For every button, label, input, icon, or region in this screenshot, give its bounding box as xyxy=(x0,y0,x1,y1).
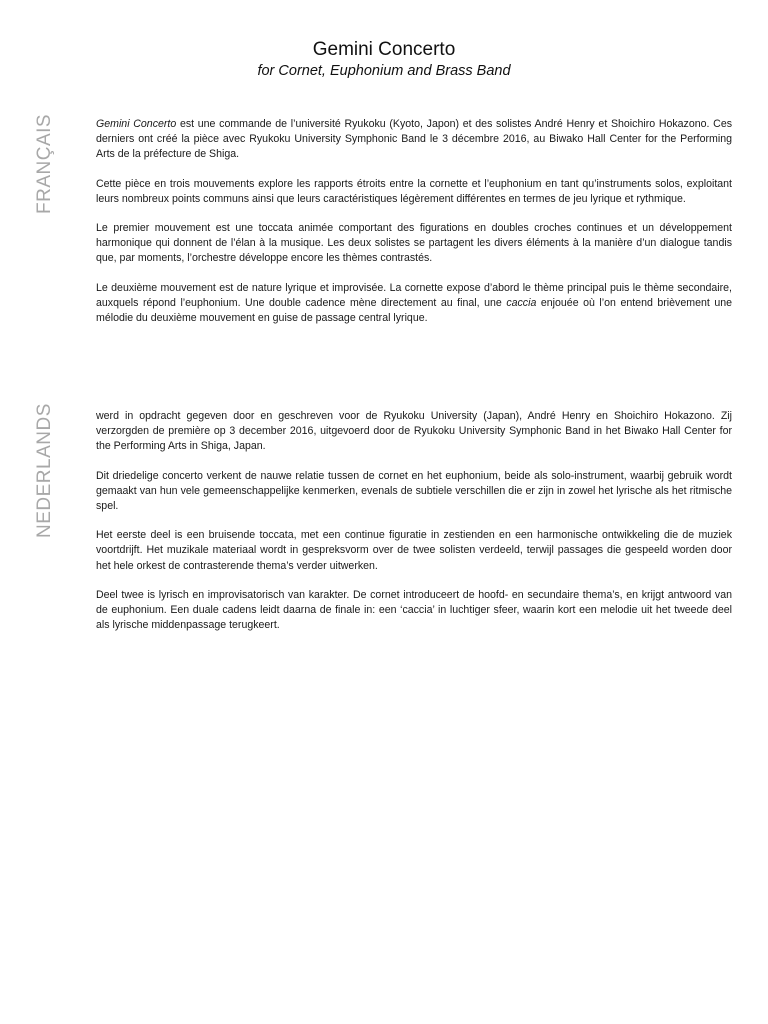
paragraph-fr-4-text-a: Le deuxième mouvement est de nature lyrique et improvisée. La cornette expose d’abord le thème principal puis le thème secondaire, auxquels répond l’euphonium. Une double cadence mène directement au final, une xyxy=(96,281,732,309)
caccia-italic: caccia xyxy=(506,296,537,309)
language-label-french: FRANÇAIS xyxy=(34,113,55,214)
paragraph-nl-4: Deel twee is lyrisch en improvisatorisch van karakter. De cornet introduceert de hoofd- en secundaire thema’s, en krijgt antwoord van de euphonium. Een duale cadens leidt daarna de finale in: een ‘caccia’ in luchtiger sfeer, waarin kort een melodie uit het tweede deel als lyrische middenpassage terugkeert. xyxy=(96,588,732,632)
work-title-italic: Gemini Concerto xyxy=(96,118,177,130)
paragraph-fr-4 xyxy=(96,281,732,327)
page-subtitle: for Cornet, Euphonium and Brass Band xyxy=(257,63,511,79)
page-title: Gemini Concerto xyxy=(312,39,456,60)
paragraph-fr-1 xyxy=(96,117,732,163)
section-french xyxy=(96,117,732,340)
paragraph-fr-3: Le premier mouvement est une toccata animée comportant des figurations en doubles croches continues et un développement harmonique qui donnent de l’élan à la musique. Les deux solistes se partagent les divers éléments à la manière d’un dialogue tandis que, par moments, l’orchestre développe encore les thèmes contrastés. xyxy=(96,222,732,265)
page-header xyxy=(0,38,768,80)
paragraph-fr-2: Cette pièce en trois mouvements explore les rapports étroits entre la cornette et l’euphonium en tant qu’instruments solos, exploitant leurs nombreux points communs ainsi que leurs caractéristiques légèrement différentes en termes de jeu lyrique et rythmique. xyxy=(96,177,732,205)
paragraph-fr-1-text: est une commande de l’université Ryukoku (Kyoto, Japon) et des solistes André Henry et Shoichiro Hokazono. Ces derniers ont créé la pièce avec Ryukoku University Symphonic Band le 3 décembre 2016, au Biwako Hall Center for the Performing Arts de la préfecture de Shiga. xyxy=(96,118,733,161)
section-dutch xyxy=(96,409,732,647)
paragraph-nl-2: Dit driedelige concerto verkent de nauwe relatie tussen de cornet en het euphonium, beide als solo-instrument, waarbij gebruik wordt gemaakt van hun vele gemeenschappelijke kenmerken, evenals de subtiele verschillen die er zijn in zowel het lyrische als het ritmische spel. xyxy=(96,469,732,513)
paragraph-nl-3: Het eerste deel is een bruisende toccata, met een continue figuratie in zestienden en een harmonische ontwikkeling die de muziek voortdrijft. Het muzikale materiaal wordt in gespreksvorm over de twee solisten verdeeld, terwijl passages die gespeeld worden door het hele orkest de contrasterende thema’s verder uitwerken. xyxy=(96,529,732,572)
language-label-dutch: NEDERLANDS xyxy=(34,403,55,538)
paragraph-nl-1: werd in opdracht gegeven door en geschreven voor de Ryukoku University (Japan), André Henry en Shoichiro Hokazono. Zij verzorgden de première op 3 december 2016, uitgevoerd door de Ryukoku University Symphonic Band in het Biwako Hall Center for the Performing Arts in Shiga, Japan. xyxy=(96,410,732,453)
paragraph-fr-4-text-b: enjouée où l’on entend brièvement une mélodie du deuxième mouvement en guise de passage central lyrique. xyxy=(96,296,732,325)
